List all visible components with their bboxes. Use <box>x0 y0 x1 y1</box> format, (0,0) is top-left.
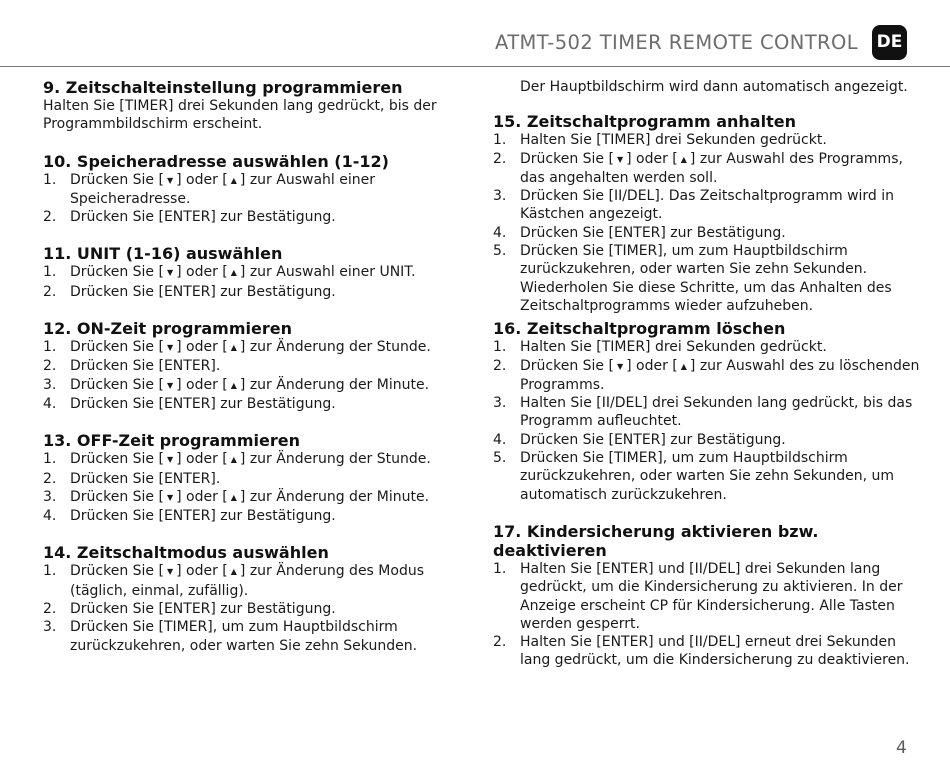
step-number: 5. <box>493 243 507 260</box>
step-text: Halten Sie [TIMER] drei Sekunden gedrückt. <box>520 339 827 356</box>
list-item <box>43 208 473 226</box>
step-number: 1. <box>493 132 507 149</box>
list-item <box>493 633 923 670</box>
section-heading: 13. OFF-Zeit programmieren <box>43 431 300 451</box>
step-number: 2. <box>43 283 57 300</box>
step-number: 2. <box>43 470 57 487</box>
header-divider <box>0 66 950 67</box>
section-paragraph: Halten Sie [TIMER] drei Sekunden lang gedrückt, bis der Programmbildschirm erscheint. <box>43 98 437 133</box>
instruction-section <box>493 319 923 504</box>
step-text: Drücken Sie [TIMER], um zum Hauptbildschirm zurückzukehren, oder warten Sie zehn Sekunden. <box>70 619 418 654</box>
step-text: ] oder [ <box>176 563 228 580</box>
step-number: 3. <box>43 376 57 393</box>
step-text: ] zur Änderung des Modus (täglich, einmal, zufällig). <box>70 563 424 599</box>
document-title: ATMT-502 TIMER REMOTE CONTROL <box>495 31 858 54</box>
step-text: Drücken Sie [ <box>70 563 164 580</box>
right-column <box>493 78 923 688</box>
step-number: 2. <box>493 357 507 374</box>
list-item <box>43 488 473 507</box>
step-text: ] zur Auswahl des zu löschenden Programms. <box>520 357 920 393</box>
instruction-section <box>493 522 923 670</box>
continuation-text: Der Hauptbildschirm wird dann automatisch angezeigt. <box>520 79 908 95</box>
step-text: ] zur Auswahl des Programms, das angehalten werden soll. <box>520 150 903 186</box>
step-number: 1. <box>493 339 507 356</box>
arrow-up-icon: ▲ <box>230 492 237 502</box>
list-item <box>493 150 923 188</box>
arrow-down-icon: ▼ <box>166 343 174 353</box>
step-list <box>43 338 473 413</box>
step-text: ] oder [ <box>626 150 678 167</box>
step-text: Drücken Sie [ <box>70 451 164 468</box>
list-item <box>493 242 923 315</box>
step-text: ] oder [ <box>176 376 228 393</box>
list-item <box>43 357 473 375</box>
list-item <box>493 394 923 431</box>
arrow-up-icon: ▲ <box>680 154 687 164</box>
step-text: ] oder [ <box>176 339 228 356</box>
step-text: ] oder [ <box>626 357 678 374</box>
arrow-up-icon: ▲ <box>230 380 237 390</box>
step-text: Drücken Sie [ENTER] zur Bestätigung. <box>70 209 336 226</box>
section-heading: 9. Zeitschalteinstellung programmieren <box>43 78 403 97</box>
arrow-down-icon: ▼ <box>166 380 174 390</box>
step-list <box>493 338 923 504</box>
step-text: Drücken Sie [ <box>70 264 164 281</box>
list-item <box>493 131 923 149</box>
list-item <box>43 263 473 282</box>
section-heading: 17. Kindersicherung aktivieren bzw. deaktivieren <box>493 521 819 560</box>
step-text: Drücken Sie [ <box>70 171 164 188</box>
step-list <box>493 131 923 315</box>
instruction-section <box>43 319 473 413</box>
step-text: ] zur Auswahl einer Speicheradresse. <box>70 171 375 207</box>
step-number: 1. <box>43 171 57 188</box>
step-text: Drücken Sie [II/DEL]. Das Zeitschaltprogramm wird in Kästchen angezeigt. <box>520 188 895 223</box>
section-heading: 10. Speicheradresse auswählen (1-12) <box>43 151 389 171</box>
list-item <box>43 376 473 395</box>
step-text: Drücken Sie [ <box>70 376 164 393</box>
step-text: ] oder [ <box>176 488 228 505</box>
list-item <box>493 357 923 395</box>
step-number: 5. <box>493 450 507 467</box>
step-number: 1. <box>493 560 507 577</box>
step-number: 2. <box>43 209 57 226</box>
list-item <box>43 507 473 525</box>
list-item <box>43 618 473 655</box>
arrow-down-icon: ▼ <box>166 268 174 278</box>
step-text: Drücken Sie [TIMER], um zum Hauptbildschirm zurückzukehren, oder warten Sie zehn Sekunden. Wiederholen Sie diese Schritte, um das Anhalten des Zeitschaltprogramms wieder aufzuheben. <box>520 243 892 314</box>
step-text: Drücken Sie [ENTER] zur Bestätigung. <box>70 395 336 412</box>
step-text: ] zur Änderung der Stunde. <box>239 451 431 468</box>
step-number: 1. <box>43 339 57 356</box>
instruction-section <box>43 431 473 525</box>
instruction-section <box>43 244 473 301</box>
section-heading: 15. Zeitschaltprogramm anhalten <box>493 112 796 132</box>
step-text: Halten Sie [ENTER] und [II/DEL] erneut drei Sekunden lang gedrückt, um die Kindersicherung zu deaktivieren. <box>520 634 910 669</box>
list-item <box>43 600 473 618</box>
step-text: Drücken Sie [TIMER], um zum Hauptbildschirm zurückzukehren, oder warten Sie zehn Sekunden, um automatisch zurückzukehren. <box>520 450 894 503</box>
step-list <box>43 562 473 654</box>
step-list <box>43 450 473 525</box>
arrow-up-icon: ▲ <box>230 343 237 353</box>
list-item <box>43 283 473 301</box>
arrow-up-icon: ▲ <box>230 175 237 185</box>
step-number: 3. <box>493 188 507 205</box>
step-text: Halten Sie [TIMER] drei Sekunden gedrückt. <box>520 132 827 149</box>
list-item <box>493 431 923 449</box>
step-list <box>43 263 473 301</box>
arrow-down-icon: ▼ <box>616 154 624 164</box>
step-number: 3. <box>493 395 507 412</box>
step-text: Drücken Sie [ENTER] zur Bestätigung. <box>70 601 336 618</box>
arrow-up-icon: ▲ <box>680 361 687 371</box>
step-text: ] zur Änderung der Minute. <box>239 376 430 393</box>
list-item <box>493 449 923 504</box>
arrow-down-icon: ▼ <box>166 567 174 577</box>
instruction-section <box>43 152 473 227</box>
step-number: 2. <box>493 150 507 167</box>
arrow-up-icon: ▲ <box>230 268 237 278</box>
step-list <box>43 171 473 227</box>
section-heading: 11. UNIT (1-16) auswählen <box>43 244 283 264</box>
step-text: Drücken Sie [ENTER] zur Bestätigung. <box>520 431 786 448</box>
list-item <box>43 395 473 413</box>
list-item <box>493 338 923 356</box>
list-item <box>493 560 923 633</box>
step-text: Drücken Sie [ <box>520 150 614 167</box>
section-heading: 14. Zeitschaltmodus auswählen <box>43 543 329 563</box>
step-text: ] zur Auswahl einer UNIT. <box>239 264 416 281</box>
page-header <box>0 0 950 66</box>
step-text: ] oder [ <box>176 264 228 281</box>
list-item <box>43 171 473 209</box>
step-text: Drücken Sie [ENTER]. <box>70 470 221 487</box>
step-number: 4. <box>43 508 57 525</box>
step-number: 2. <box>43 358 57 375</box>
step-number: 1. <box>43 451 57 468</box>
step-text: Drücken Sie [ENTER] zur Bestätigung. <box>70 508 336 525</box>
step-number: 2. <box>493 634 507 651</box>
step-text: Drücken Sie [ENTER] zur Bestätigung. <box>70 283 336 300</box>
instruction-section <box>43 543 473 654</box>
list-item <box>43 470 473 488</box>
step-text: Halten Sie [ENTER] und [II/DEL] drei Sekunden lang gedrückt, um die Kindersicherung zu aktivieren. In der Anzeige erscheint CP für Kindersicherung. Alle Tasten werden gesperrt. <box>520 560 903 632</box>
section-heading: 16. Zeitschaltprogramm löschen <box>493 319 786 339</box>
step-text: Drücken Sie [ENTER] zur Bestätigung. <box>520 224 786 241</box>
arrow-down-icon: ▼ <box>166 175 174 185</box>
step-number: 2. <box>43 601 57 618</box>
arrow-down-icon: ▼ <box>616 361 624 371</box>
step-text: Drücken Sie [ENTER]. <box>70 358 221 375</box>
step-list <box>493 560 923 670</box>
section-heading: 12. ON-Zeit programmieren <box>43 319 292 339</box>
step-text: ] zur Änderung der Stunde. <box>239 339 431 356</box>
step-number: 4. <box>43 395 57 412</box>
list-item <box>43 562 473 600</box>
instruction-section <box>43 78 473 134</box>
arrow-down-icon: ▼ <box>166 492 174 502</box>
left-column <box>43 78 473 673</box>
arrow-up-icon: ▲ <box>230 567 237 577</box>
list-item <box>43 338 473 357</box>
instruction-section <box>493 112 923 315</box>
page-number: 4 <box>896 738 907 758</box>
step-text: ] oder [ <box>176 171 228 188</box>
arrow-up-icon: ▲ <box>230 455 237 465</box>
step-number: 1. <box>43 264 57 281</box>
step-text: ] oder [ <box>176 451 228 468</box>
step-number: 3. <box>43 619 57 636</box>
list-item <box>493 187 923 224</box>
step-text: Drücken Sie [ <box>70 488 164 505</box>
step-text: Drücken Sie [ <box>520 357 614 374</box>
step-number: 3. <box>43 488 57 505</box>
step-number: 4. <box>493 224 507 241</box>
step-text: ] zur Änderung der Minute. <box>239 488 430 505</box>
list-item <box>493 224 923 242</box>
step-number: 4. <box>493 431 507 448</box>
list-item <box>43 450 473 469</box>
arrow-down-icon: ▼ <box>166 455 174 465</box>
step-text: Drücken Sie [ <box>70 339 164 356</box>
step-text: Halten Sie [II/DEL] drei Sekunden lang gedrückt, bis das Programm aufleuchtet. <box>520 395 913 430</box>
step-number: 1. <box>43 563 57 580</box>
language-badge: DE <box>872 25 907 60</box>
